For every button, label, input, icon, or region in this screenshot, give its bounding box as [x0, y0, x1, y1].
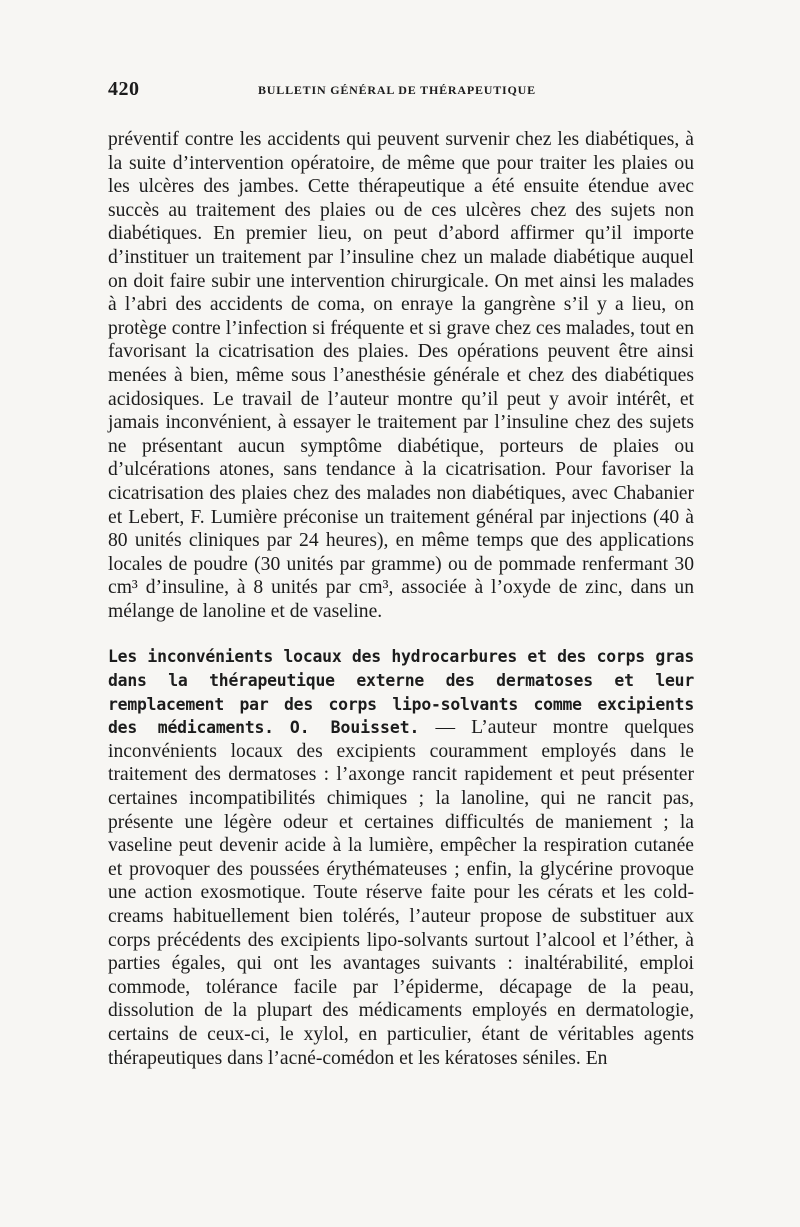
- page-number: 420: [108, 78, 140, 100]
- article-abstract: [108, 645, 694, 1070]
- article-title: Les inconvénients locaux des hydrocarbures et des corps gras dans la thérapeutique externe des dermatoses et leur remplacement par des corps lipo-solvants comme excipients des médicaments.: [108, 647, 694, 738]
- running-head: [108, 78, 694, 106]
- paragraph-continued: préventif contre les accidents qui peuvent survenir chez les diabétiques, à la suite d’intervention opératoire, de même que pour traiter les plaies ou les ulcères des jambes. Cette thérapeutique a été ensuite étendue avec succès au traitement des plaies ou de ces ulcères chez des sujets non diabétiques. En premier lieu, on peut d’abord affirmer qu’il importe d’instituer un traitement par l’insuline chez un malade diabétique auquel on doit faire subir une intervention chirurgicale. On met ainsi les malades à l’abri des accidents de coma, on enraye la gangrène s’il y a lieu, on protège contre l’infection si fréquente et si grave chez ces malades, tout en favorisant la cicatrisation des plaies. Des opérations peuvent être ainsi menées à bien, même sous l’anesthésie générale et chez des diabétiques acidosiques. Le travail de l’auteur montre qu’il peut y avoir intérêt, et jamais inconvénient, à essayer le traitement par l’insuline chez des sujets ne présentant aucun symptôme diabétique, porteurs de plaies ou d’ulcérations atones, sans tendance à la cicatrisation. Pour favoriser la cicatrisation des plaies chez des malades non diabétiques, avec Chabanier et Lebert, F. Lumière préconise un traitement général par injections (40 à 80 unités cliniques par 24 heures), en même temps que des applications locales de poudre (30 unités par gramme) ou de pommade renfermant 30 cm³ d’insuline, à 8 unités par cm³, associée à l’oxyde de zinc, dans un mélange de lanoline et de vaseline.: [108, 129, 694, 622]
- article-author: O. Bouisset.: [289, 718, 420, 738]
- article-body: — L’auteur montre quelques inconvénients locaux des excipients couramment employés dans le traitement des dermatoses : l’axonge rancit rapidement et peut présenter certaines incompatibilités chimiques ; la lanoline, qui ne rancit pas, présente une légère odeur et certaines difficultés de maniement ; la vaseline peut devenir acide à la lumière, empêcher la respiration cutanée et provoquer des poussées érythémateuses ; enfin, la glycérine provoque une action exosmotique. Toute réserve faite pour les cérats et les cold-creams habituellement bien tolérés, l’auteur propose de substituer aux corps précédents des excipients lipo-solvants surtout l’alcool et l’éther, à parties égales, qui ont les avantages suivants : inaltérabilité, emploi commode, tolérance facile par l’épiderme, décapage de la peau, dissolution de la plupart des médicaments employés en dermatologie, certains de ceux-ci, le xylol, en particulier, étant de véritables agents thérapeutiques dans l’acné-comédon et les kératoses séniles. En: [108, 717, 694, 1069]
- journal-title: BULLETIN GÉNÉRAL DE THÉRAPEUTIQUE: [258, 83, 536, 97]
- page: [108, 78, 694, 1070]
